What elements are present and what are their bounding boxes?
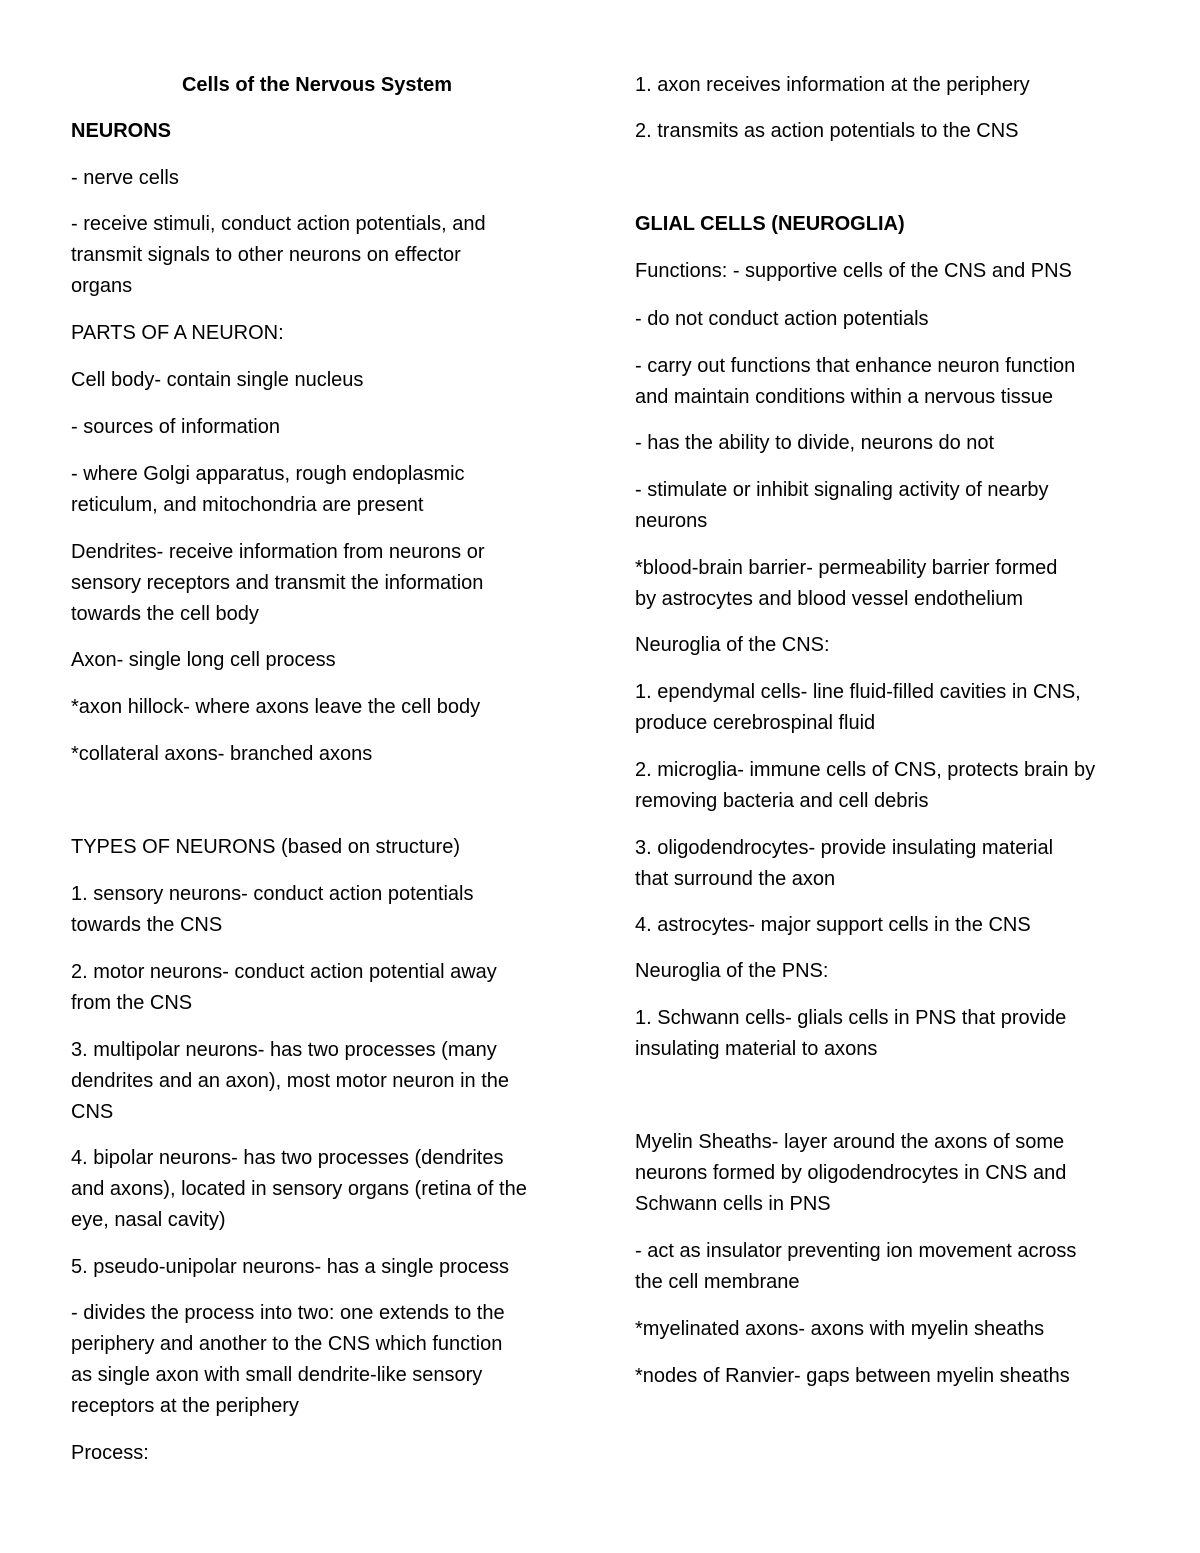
text-line: by astrocytes and blood vessel endothelium [635,588,1024,610]
text-line: 4. bipolar neurons- has two processes (dendrites [71,1147,504,1169]
functions-text: Functions: - supportive cells of the CNS and PNS [635,260,1072,282]
ependymal-paragraph [635,677,1081,739]
schwann-paragraph [635,1003,1066,1065]
insulator-paragraph [635,1236,1076,1298]
axon-text: Axon- single long cell process [71,649,336,671]
transmits-text: 2. transmits as action potentials to the CNS [635,120,1019,142]
text-line: removing bacteria and cell debris [635,790,929,812]
text-line: 1. ependymal cells- line fluid-filled cavities in CNS, [635,681,1081,703]
text-line: 1. Schwann cells- glials cells in PNS that provide [635,1007,1067,1029]
text-line: towards the cell body [71,603,259,625]
sensory-neurons-paragraph [71,879,473,941]
text-line: from the CNS [71,992,193,1014]
text-line: - act as insulator preventing ion movement across [635,1240,1077,1262]
stimulate-paragraph [635,475,1049,537]
cns-neuroglia-heading: Neuroglia of the CNS: [635,634,830,656]
text-line: - receive stimuli, conduct action potentials, and [71,213,486,235]
text-line: - stimulate or inhibit signaling activity of nearby [635,479,1049,501]
divide-text: - has the ability to divide, neurons do not [635,432,995,454]
text-line: transmit signals to other neurons on effector [71,244,461,266]
text-line: neurons [635,510,708,532]
collateral-axons-text: *collateral axons- branched axons [71,743,373,765]
receive-stimuli-paragraph [71,209,486,302]
text-line: - carry out functions that enhance neuron function [635,355,1076,377]
text-line: 1. sensory neurons- conduct action potentials [71,883,474,905]
cell-body-text: Cell body- contain single nucleus [71,369,364,391]
motor-neurons-paragraph [71,957,497,1019]
text-line: - divides the process into two: one extends to the [71,1302,505,1324]
glial-cells-heading: GLIAL CELLS (NEUROGLIA) [635,213,905,235]
text-line: reticulum, and mitochondria are present [71,494,424,516]
golgi-paragraph [71,459,465,521]
text-line: and maintain conditions within a nervous tissue [635,386,1054,408]
text-line: 2. microglia- immune cells of CNS, protects brain by [635,759,1096,781]
nodes-of-ranvier-text: *nodes of Ranvier- gaps between myelin sheaths [635,1365,1070,1387]
text-line: periphery and another to the CNS which function [71,1333,503,1355]
text-line: Dendrites- receive information from neurons or [71,541,485,563]
text-line: receptors at the periphery [71,1395,299,1417]
myelinated-axons-text: *myelinated axons- axons with myelin sheaths [635,1318,1045,1340]
types-heading: TYPES OF NEURONS (based on structure) [71,836,461,858]
text-line: produce cerebrospinal fluid [635,712,876,734]
process-label: Process: [71,1442,149,1464]
text-line: that surround the axon [635,868,836,890]
text-line: organs [71,275,133,297]
parts-heading: PARTS OF A NEURON: [71,322,284,344]
do-not-conduct-text: - do not conduct action potentials [635,308,929,330]
text-line: as single axon with small dendrite-like sensory [71,1364,483,1386]
carry-out-paragraph [635,351,1075,413]
pseudo-unipolar-text: 5. pseudo-unipolar neurons- has a single process [71,1256,510,1278]
myelin-sheaths-paragraph [635,1127,1066,1220]
text-line: *blood-brain barrier- permeability barrier formed [635,557,1058,579]
text-line: CNS [71,1101,114,1123]
nerve-cells-text: - nerve cells [71,167,179,189]
neurons-heading: NEURONS [71,120,172,142]
text-line: dendrites and an axon), most motor neuron in the [71,1070,510,1092]
text-line: insulating material to axons [635,1038,878,1060]
text-line: Myelin Sheaths- layer around the axons of some [635,1131,1065,1153]
text-line: the cell membrane [635,1271,800,1293]
text-line: - where Golgi apparatus, rough endoplasmic [71,463,465,485]
multipolar-neurons-paragraph [71,1035,509,1128]
page-title: Cells of the Nervous System [181,74,453,96]
blood-brain-barrier-paragraph [635,553,1057,615]
axon-receives-text: 1. axon receives information at the periphery [635,74,1030,96]
text-line: eye, nasal cavity) [71,1209,226,1231]
text-line: and axons), located in sensory organs (retina of the [71,1178,527,1200]
text-line: sensory receptors and transmit the information [71,572,484,594]
sources-text: - sources of information [71,416,280,438]
microglia-paragraph [635,755,1095,817]
text-line: 3. oligodendrocytes- provide insulating material [635,837,1054,859]
text-line: Schwann cells in PNS [635,1193,831,1215]
astrocytes-text: 4. astrocytes- major support cells in the CNS [635,914,1031,936]
divides-paragraph [71,1298,505,1422]
text-line: 3. multipolar neurons- has two processes (many [71,1039,497,1061]
text-line: neurons formed by oligodendrocytes in CNS and [635,1162,1067,1184]
text-line: 2. motor neurons- conduct action potential away [71,961,497,983]
pns-neuroglia-heading: Neuroglia of the PNS: [635,960,829,982]
text-line: towards the CNS [71,914,223,936]
oligodendrocytes-paragraph [635,833,1053,895]
dendrites-paragraph [71,537,485,630]
bipolar-neurons-paragraph [71,1143,527,1236]
axon-hillock-text: *axon hillock- where axons leave the cell body [71,696,481,718]
